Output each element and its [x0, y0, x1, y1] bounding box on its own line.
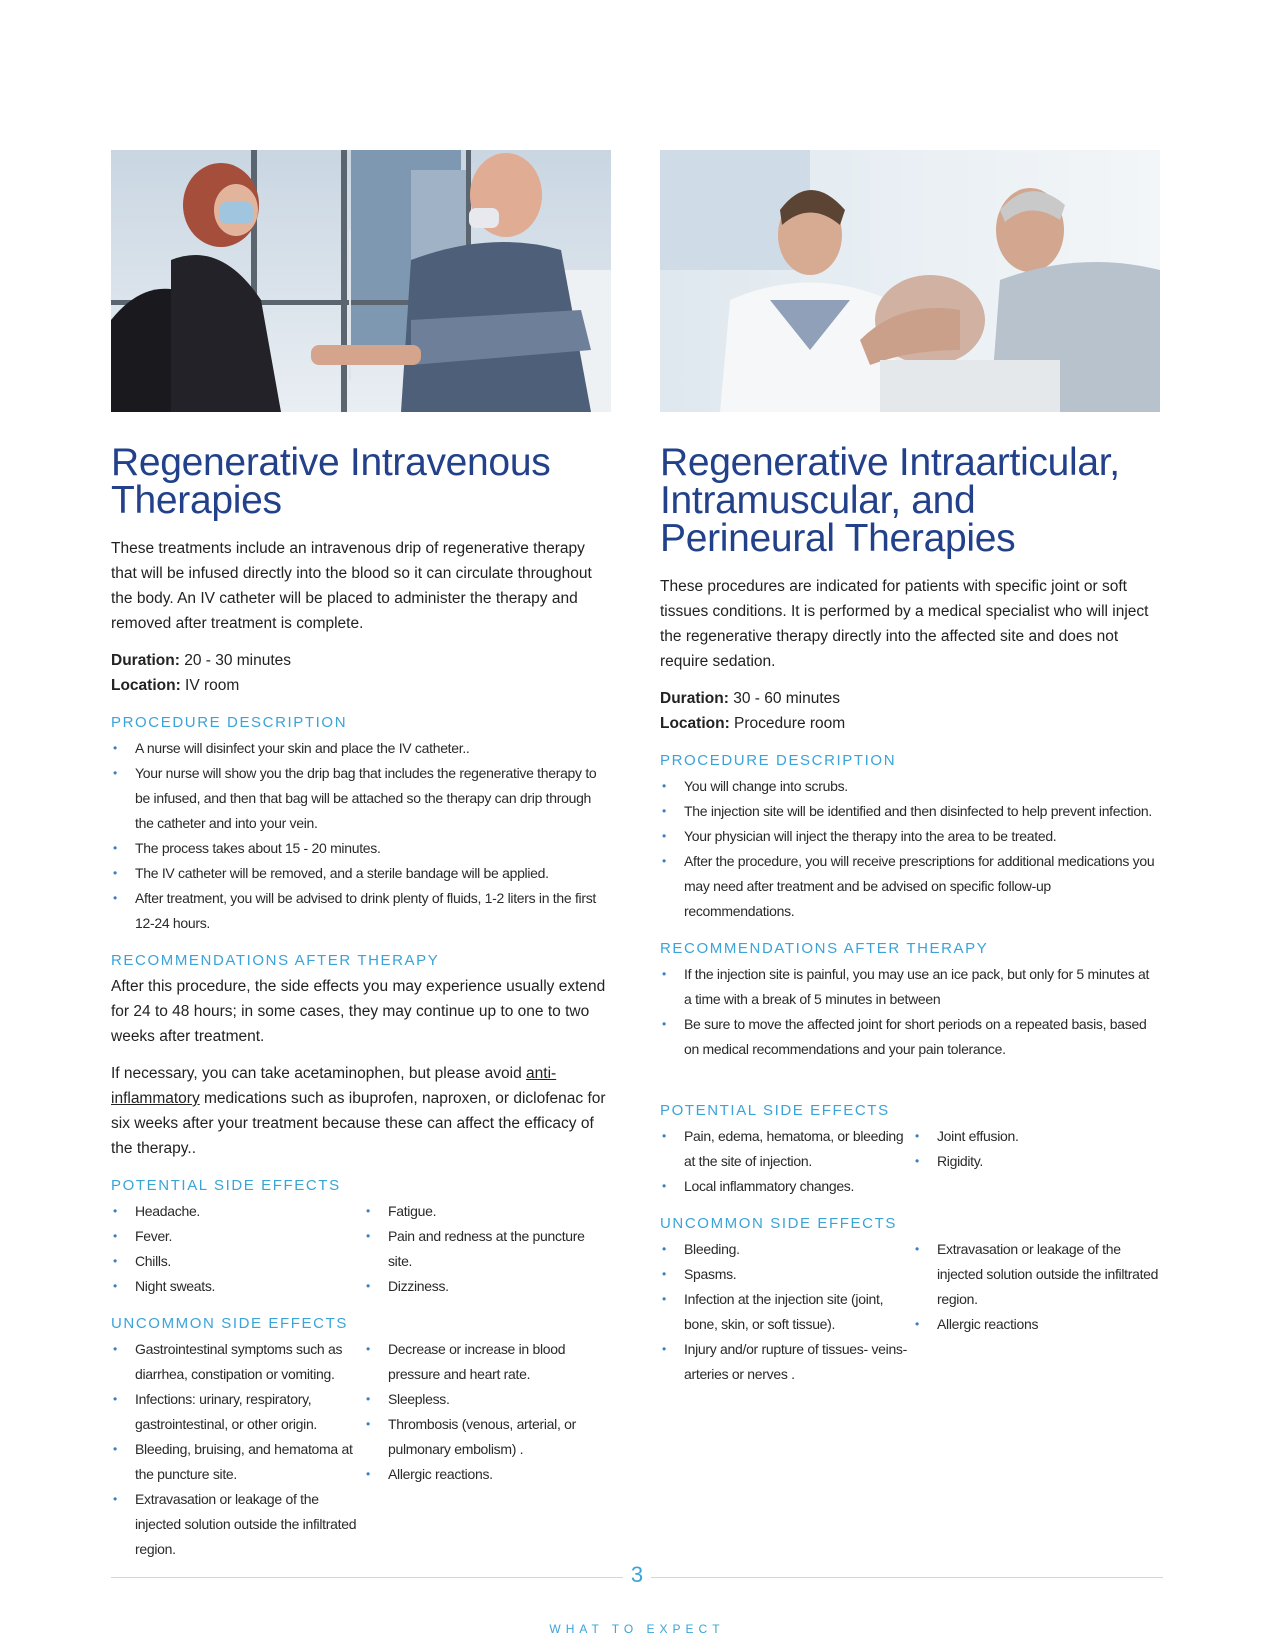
intro-paragraph: These procedures are indicated for patients with specific joint or soft tissues conditions. It is performed by a medical specialist who will inject the regenerative therapy directly into the affected site and does not require sedation. — [660, 578, 1149, 670]
recommend-list — [660, 962, 1160, 1062]
list-item: • The process takes about 15 - 20 minutes. — [111, 836, 611, 861]
list-item: • Bleeding, bruising, and hematoma at the puncture site. — [111, 1437, 364, 1487]
procedure-list — [660, 774, 1160, 924]
list-item: • Rigidity. — [913, 1149, 1160, 1174]
location-value: Procedure room — [729, 715, 846, 732]
list-item: • Your physician will inject the therapy into the area to be treated. — [660, 824, 1160, 849]
list-item: • Infections: urinary, respiratory, gastrointestinal, or other origin. — [111, 1387, 364, 1437]
section-heading: POTENTIAL SIDE EFFECTS — [111, 1177, 341, 1194]
side-effects-grid — [660, 1124, 1160, 1199]
section-heading: RECOMMENDATIONS AFTER THERAPY — [111, 952, 440, 969]
title-line: Perineural Therapies — [660, 517, 1016, 560]
location-label: Location: — [660, 715, 730, 732]
nurse-with-patient-iv-photo — [111, 150, 611, 412]
text-run: medications such as ibuprofen, naproxen, or diclofenac for six weeks after your treatment because these can affect the efficacy of the therapy.. — [111, 1090, 606, 1157]
side-effects-list — [913, 1124, 1160, 1199]
section-heading: RECOMMENDATIONS AFTER THERAPY — [660, 940, 989, 957]
list-item: • Bleeding. — [660, 1237, 913, 1262]
list-item: • You will change into scrubs. — [660, 774, 1160, 799]
page-title-left — [111, 441, 611, 522]
list-item: • If the injection site is painful, you may use an ice pack, but only for 5 minutes at a time with a break of 5 minutes in between — [660, 962, 1160, 1012]
list-item: • Injury and/or rupture of tissues- veins- arteries or nerves . — [660, 1337, 913, 1387]
uncommon-effects-grid — [660, 1237, 1160, 1387]
intro-paragraph: These treatments include an intravenous drip of regenerative therapy that will be infused directly into the blood so it can circulate throughout the body. An IV catheter will be placed to administer the therapy and removed after treatment is complete. — [111, 540, 592, 632]
list-item: • A nurse will disinfect your skin and place the IV catheter.. — [111, 736, 611, 761]
uncommon-effects-list — [111, 1337, 364, 1562]
list-item: • Pain, edema, hematoma, or bleeding at the site of injection. — [660, 1124, 913, 1174]
title-line: Intramuscular, and — [660, 479, 976, 522]
page-number — [0, 1562, 1274, 1588]
section-heading: POTENTIAL SIDE EFFECTS — [660, 1102, 890, 1119]
side-effects-grid — [111, 1199, 611, 1299]
list-item: • Gastrointestinal symptoms such as diarrhea, constipation or vomiting. — [111, 1337, 364, 1387]
side-effects-list — [660, 1124, 913, 1199]
location-label: Location: — [111, 677, 181, 694]
list-item: • Fatigue. — [364, 1199, 611, 1224]
section-heading: PROCEDURE DESCRIPTION — [660, 752, 897, 769]
list-item: • Pain and redness at the puncture site. — [364, 1224, 611, 1274]
duration-location — [660, 686, 1160, 736]
right-column — [660, 150, 1160, 1387]
duration-value: 30 - 60 minutes — [728, 690, 841, 707]
list-item: • Be sure to move the affected joint for short periods on a repeated basis, based on medical recommendations and your pain tolerance. — [660, 1012, 1160, 1062]
duration-label: Duration: — [660, 690, 729, 707]
list-item: • Joint effusion. — [913, 1124, 1160, 1149]
anti-inflammatory-link[interactable]: anti-inflammatory — [111, 1065, 557, 1107]
list-item: • Chills. — [111, 1249, 364, 1274]
recommend-paragraph — [111, 1061, 611, 1161]
list-item: • Allergic reactions — [913, 1312, 1160, 1337]
duration-location — [111, 648, 611, 698]
list-item: • Your nurse will show you the drip bag that includes the regenerative therapy to be infused, and then that bag will be attached so the therapy can drip through the catheter and into your vein. — [111, 761, 611, 836]
recommend-paragraph: After this procedure, the side effects you may experience usually extend for 24 to 48 hours; in some cases, they may continue up to one to two weeks after treatment. — [111, 978, 606, 1045]
title-line: Therapies — [111, 479, 282, 522]
left-column — [111, 150, 611, 1562]
list-item: • Local inflammatory changes. — [660, 1174, 913, 1199]
list-item: • After the procedure, you will receive prescriptions for additional medications you may need after treatment and be advised on specific follow-up recommendations. — [660, 849, 1160, 924]
uncommon-effects-list — [364, 1337, 611, 1562]
list-item: • Thrombosis (venous, arterial, or pulmonary embolism) . — [364, 1412, 611, 1462]
section-heading: UNCOMMON SIDE EFFECTS — [111, 1315, 348, 1332]
uncommon-effects-list — [660, 1237, 913, 1387]
list-item: • The IV catheter will be removed, and a sterile bandage will be applied. — [111, 861, 611, 886]
list-item: • Dizziness. — [364, 1274, 611, 1299]
duration-label: Duration: — [111, 652, 180, 669]
section-heading: UNCOMMON SIDE EFFECTS — [660, 1215, 897, 1232]
title-line: Regenerative Intravenous — [111, 441, 551, 484]
list-item: • Extravasation or leakage of the injected solution outside the infiltrated region. — [111, 1487, 364, 1562]
list-item: • Extravasation or leakage of the injected solution outside the infiltrated region. — [913, 1237, 1160, 1312]
text-run: If necessary, you can take acetaminophen, but please avoid — [111, 1065, 527, 1082]
list-item: • After treatment, you will be advised to drink plenty of fluids, 1-2 liters in the first 12-24 hours. — [111, 886, 611, 936]
footer-label: WHAT TO EXPECT — [549, 1622, 725, 1636]
side-effects-list — [111, 1199, 364, 1299]
list-item: • Sleepless. — [364, 1387, 611, 1412]
uncommon-effects-list — [913, 1237, 1160, 1387]
list-item: • Decrease or increase in blood pressure and heart rate. — [364, 1337, 611, 1387]
list-item: • The injection site will be identified and then disinfected to help prevent infection. — [660, 799, 1160, 824]
uncommon-effects-grid — [111, 1337, 611, 1562]
side-effects-list — [364, 1199, 611, 1299]
list-item: • Allergic reactions. — [364, 1462, 611, 1487]
page-title-right — [660, 441, 1160, 560]
list-item: • Spasms. — [660, 1262, 913, 1287]
procedure-list — [111, 736, 611, 936]
duration-value: 20 - 30 minutes — [179, 652, 292, 669]
list-item: • Infection at the injection site (joint, bone, skin, or soft tissue). — [660, 1287, 913, 1337]
title-line: Regenerative Intraarticular, — [660, 441, 1120, 484]
list-item: • Night sweats. — [111, 1274, 364, 1299]
list-item: • Fever. — [111, 1224, 364, 1249]
page-number-text: 3 — [623, 1562, 651, 1587]
list-item: • Headache. — [111, 1199, 364, 1224]
section-heading: PROCEDURE DESCRIPTION — [111, 714, 348, 731]
location-value: IV room — [180, 677, 240, 694]
doctor-examining-knee-photo — [660, 150, 1160, 412]
